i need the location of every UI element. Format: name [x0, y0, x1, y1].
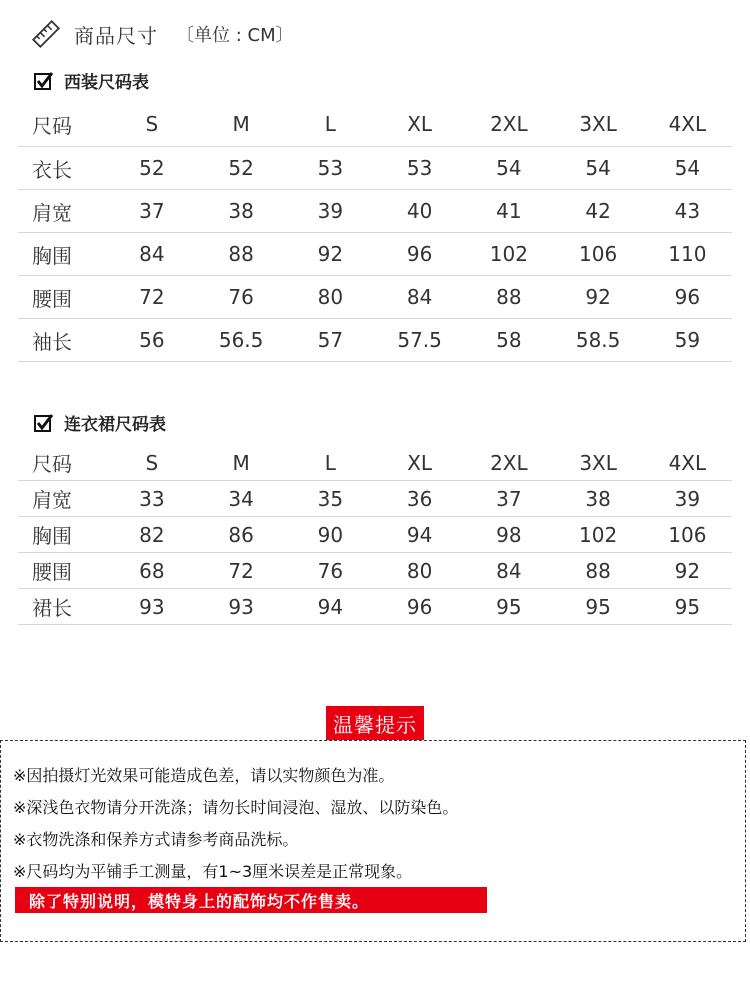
header-cell: XL — [375, 102, 464, 147]
table-header-row — [18, 445, 732, 481]
table-cell: 36 — [375, 481, 464, 517]
unit-label: 〔单位 : CM〕 — [176, 25, 294, 46]
header-cell: L — [286, 445, 375, 481]
table-cell: 93 — [107, 589, 196, 625]
header-cell: 尺码 — [18, 445, 107, 481]
header-cell: 2XL — [464, 102, 553, 147]
header-cell: L — [286, 102, 375, 147]
row-label-cell: 裙长 — [18, 589, 107, 625]
table-cell: 39 — [286, 190, 375, 233]
row-label-cell: 肩宽 — [18, 190, 107, 233]
table-cell: 57.5 — [375, 319, 464, 362]
table-cell: 88 — [464, 276, 553, 319]
table-cell: 102 — [554, 517, 643, 553]
header-cell: 3XL — [554, 445, 643, 481]
row-label-cell: 衣长 — [18, 147, 107, 190]
tips-title: 温馨提示 — [326, 706, 424, 740]
table-cell: 94 — [375, 517, 464, 553]
table-cell: 56 — [107, 319, 196, 362]
table-row — [18, 517, 732, 553]
table-cell: 59 — [643, 319, 732, 362]
table-cell: 39 — [643, 481, 732, 517]
table-cell: 38 — [197, 190, 286, 233]
table-row — [18, 481, 732, 517]
table-cell: 106 — [554, 233, 643, 276]
dress-size-table — [18, 445, 732, 625]
table-cell: 37 — [107, 190, 196, 233]
table-cell: 93 — [197, 589, 286, 625]
table-row — [18, 589, 732, 625]
table-cell: 76 — [286, 553, 375, 589]
page-header — [32, 14, 294, 54]
table-cell: 57 — [286, 319, 375, 362]
table-row — [18, 553, 732, 589]
table-cell: 34 — [197, 481, 286, 517]
dress-title: 连衣裙尺码表 — [64, 415, 166, 435]
table-cell: 95 — [464, 589, 553, 625]
table-cell: 54 — [464, 147, 553, 190]
table-cell: 94 — [286, 589, 375, 625]
table-cell: 92 — [643, 553, 732, 589]
table-cell: 95 — [554, 589, 643, 625]
table-cell: 42 — [554, 190, 643, 233]
dress-section-title — [34, 410, 166, 435]
table-cell: 92 — [286, 233, 375, 276]
header-cell: 4XL — [643, 102, 732, 147]
tip-line-4: ※尺码均为平铺手工测量，有1~3厘米误差是正常现象。 — [13, 862, 413, 881]
table-cell: 98 — [464, 517, 553, 553]
tip-line-1: ※因拍摄灯光效果可能造成色差，请以实物颜色为准。 — [13, 766, 395, 785]
table-cell: 58.5 — [554, 319, 643, 362]
table-cell: 33 — [107, 481, 196, 517]
table-cell: 72 — [107, 276, 196, 319]
table-row — [18, 190, 732, 233]
table-cell: 43 — [643, 190, 732, 233]
table-header-row — [18, 102, 732, 147]
table-row — [18, 147, 732, 190]
table-cell: 82 — [107, 517, 196, 553]
table-cell: 84 — [375, 276, 464, 319]
page-title: 商品尺寸 — [74, 23, 158, 48]
table-cell: 72 — [197, 553, 286, 589]
row-label-cell: 腰围 — [18, 553, 107, 589]
table-row — [18, 319, 732, 362]
header-cell: M — [197, 102, 286, 147]
table-cell: 96 — [375, 589, 464, 625]
tip-line-3: ※衣物洗涤和保养方式请参考商品洗标。 — [13, 830, 299, 849]
checked-box-icon — [34, 413, 54, 433]
table-cell: 86 — [197, 517, 286, 553]
row-label-cell: 胸围 — [18, 233, 107, 276]
row-label-cell: 肩宽 — [18, 481, 107, 517]
table-cell: 90 — [286, 517, 375, 553]
table-cell: 54 — [643, 147, 732, 190]
table-cell: 68 — [107, 553, 196, 589]
table-cell: 40 — [375, 190, 464, 233]
table-cell: 53 — [286, 147, 375, 190]
row-label-cell: 袖长 — [18, 319, 107, 362]
table-cell: 80 — [286, 276, 375, 319]
table-cell: 102 — [464, 233, 553, 276]
table-cell: 54 — [554, 147, 643, 190]
table-cell: 52 — [107, 147, 196, 190]
table-cell: 41 — [464, 190, 553, 233]
row-label-cell: 胸围 — [18, 517, 107, 553]
table-cell: 110 — [643, 233, 732, 276]
header-cell: 4XL — [643, 445, 732, 481]
table-cell: 92 — [554, 276, 643, 319]
header-cell: S — [107, 102, 196, 147]
table-cell: 88 — [197, 233, 286, 276]
table-cell: 56.5 — [197, 319, 286, 362]
tip-line-2: ※深浅色衣物请分开洗涤；请勿长时间浸泡、湿放、以防染色。 — [13, 798, 459, 817]
table-cell: 53 — [375, 147, 464, 190]
tip-highlight: 除了特别说明，模特身上的配饰均不作售卖。 — [15, 887, 487, 913]
table-cell: 37 — [464, 481, 553, 517]
table-row — [18, 233, 732, 276]
table-cell: 95 — [643, 589, 732, 625]
table-cell: 52 — [197, 147, 286, 190]
table-cell: 38 — [554, 481, 643, 517]
table-cell: 96 — [643, 276, 732, 319]
suit-title: 西装尺码表 — [64, 73, 149, 93]
table-cell: 88 — [554, 553, 643, 589]
tips-box — [0, 740, 746, 942]
table-cell: 84 — [464, 553, 553, 589]
table-cell: 58 — [464, 319, 553, 362]
table-cell: 35 — [286, 481, 375, 517]
suit-size-table — [18, 102, 732, 362]
table-cell: 106 — [643, 517, 732, 553]
header-cell: 尺码 — [18, 102, 107, 147]
table-cell: 76 — [197, 276, 286, 319]
header-cell: 3XL — [554, 102, 643, 147]
header-cell: S — [107, 445, 196, 481]
suit-section-title — [34, 68, 149, 93]
table-row — [18, 276, 732, 319]
table-cell: 80 — [375, 553, 464, 589]
header-cell: M — [197, 445, 286, 481]
row-label-cell: 腰围 — [18, 276, 107, 319]
header-cell: XL — [375, 445, 464, 481]
checked-box-icon — [34, 71, 54, 91]
header-cell: 2XL — [464, 445, 553, 481]
table-cell: 96 — [375, 233, 464, 276]
ruler-icon — [32, 20, 60, 48]
table-cell: 84 — [107, 233, 196, 276]
